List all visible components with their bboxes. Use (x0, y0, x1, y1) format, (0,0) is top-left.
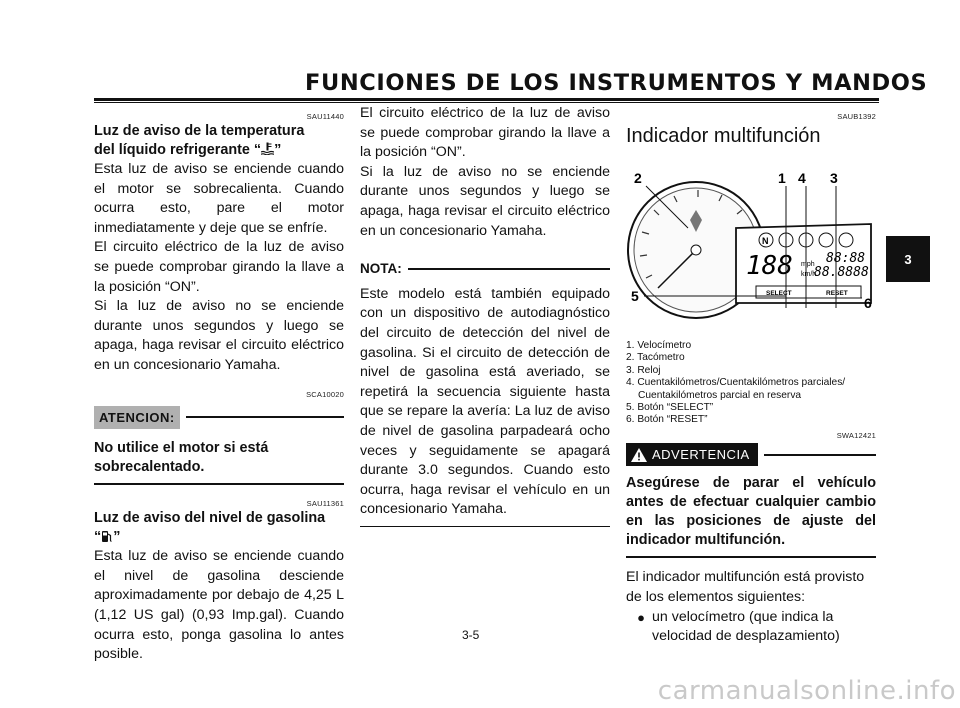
callout-3: 3 (830, 170, 838, 186)
advertencia-banner (626, 443, 876, 467)
fuel-heading-line2 (94, 528, 344, 547)
atencion-text: No utilice el motor si está sobrecalentado. (94, 439, 344, 485)
figure-legend (626, 340, 876, 427)
legend-item: 2. Tacómetro (626, 352, 685, 364)
coolant-para-3: Si la luz de aviso no se enciende durante unos segundos y luego se apaga, haga revisar el circuito eléctrico en un concesionario Yamaha. (94, 298, 344, 373)
fuel-heading (94, 509, 344, 547)
header-rule-thin (94, 102, 879, 103)
fuel-heading-close: ” (113, 529, 121, 546)
section-title: Indicador multifunción (626, 125, 821, 147)
instrument-figure (626, 158, 876, 328)
legend-item: 6. Botón “RESET” (626, 414, 708, 426)
coolant-para-1: Esta luz de aviso se enciende cuando el motor se sobrecalienta. Cuando ocurra esto, pare el motor inmediatamente y deje que se enfríe. (94, 161, 344, 236)
advertencia-text: Asegúrese de parar el vehículo antes de efectuar cualquier cambio en las posiciones de ajuste del indicador multifunción. (626, 474, 876, 558)
page-header-title: FUNCIONES DE LOS INSTRUMENTOS Y MANDOS (305, 70, 928, 96)
chapter-tab: 3 (886, 236, 930, 282)
lcd-kmh: km/h (801, 271, 817, 278)
fuel-heading-open: “ (94, 529, 102, 546)
bullet-text: un velocímetro (que indica la velocidad de desplazamiento) (652, 608, 840, 645)
column-right (626, 112, 876, 647)
svg-text:N: N (762, 236, 769, 246)
advertencia-rule (764, 454, 876, 456)
coolant-para-2: El circuito eléctrico de la luz de aviso se puede comprobar girando la llave a la posición “ON”. (94, 239, 344, 295)
legend-item: 1. Velocímetro (626, 340, 692, 351)
fuel-para: Esta luz de aviso se enciende cuando el nivel de gasolina desciende aproximadamente por debajo de 4,25 L (1,12 US gal) (0,93 Imp.gal). Cuando ocurra esto, ponga gasolina lo antes posible. (94, 548, 344, 663)
watermark: carmanualsonline.info (657, 676, 956, 706)
section-code: SWA12421 (836, 430, 876, 440)
legend-item: 4. Cuentakilómetros/Cuentakilómetros parciales/ (626, 377, 846, 389)
section-code: SAU11361 (306, 499, 344, 509)
atencion-rule (186, 416, 344, 418)
coolant-heading-line1: Luz de aviso de la temperatura (94, 123, 305, 139)
atencion-banner (94, 406, 344, 430)
legend-item: Cuentakilómetros parcial en reserva (638, 389, 802, 401)
lcd-odometer: 88.8888 (814, 265, 869, 280)
section-code: SCA10020 (306, 389, 344, 399)
column-left (94, 112, 344, 665)
coolant-heading (94, 122, 344, 160)
section-code: SAU11440 (306, 112, 344, 121)
nota-text: Este modelo está también equipado con un dispositivo de autodiagnóstico del circuito de detección del nivel de gasolina. Si el circuito de detección de nivel de gasolina está averiado, se repetirá la secuencia siguiente hasta que se repare la avería: La luz de aviso de nivel de gasolina parpadeará ocho veces y seguidamente se apagará durante 3.0 segundos. Cuando esto ocurra, haga revisar el vehículo en un concesionario Yamaha. (360, 285, 610, 527)
header-rule (94, 98, 879, 101)
lcd-reset-label: RESET (826, 290, 848, 297)
bullet-dot-icon: ● (637, 609, 645, 625)
warning-triangle-icon (630, 447, 648, 463)
nota-rule (408, 268, 610, 270)
middle-para-2: Si la luz de aviso no se enciende durante unos segundos y luego se apaga, haga revisar el circuito eléctrico en un concesionario Yamaha. (360, 163, 610, 239)
advertencia-label: ADVERTENCIA (652, 446, 750, 462)
legend-item: 3. Reloj (626, 364, 661, 376)
callout-6: 6 (864, 295, 872, 311)
coolant-temperature-icon (261, 142, 274, 155)
callout-2: 2 (634, 170, 642, 186)
column-middle (360, 104, 610, 527)
multifunction-para: El indicador multifunción está provisto de los elementos siguientes: (626, 569, 865, 606)
instrument-drawing (626, 158, 876, 328)
nota-label: NOTA: (360, 261, 402, 277)
lcd-main: 188 (746, 251, 793, 281)
page-number: 3-5 (462, 628, 480, 642)
atencion-label: ATENCION: (94, 406, 180, 430)
fuel-pump-icon (101, 529, 113, 543)
coolant-heading-text: del líquido refrigerante “ (94, 142, 262, 158)
callout-1: 1 (778, 170, 786, 186)
coolant-heading-close: ” (274, 142, 282, 158)
callout-5: 5 (631, 288, 639, 304)
middle-para-1: El circuito eléctrico de la luz de aviso se puede comprobar girando la llave a la posición “ON”. (360, 105, 610, 161)
callout-4: 4 (798, 170, 806, 186)
legend-item: 5. Botón “SELECT” (626, 402, 714, 414)
advertencia-tag (626, 443, 758, 467)
coolant-heading-line2 (94, 141, 344, 160)
bullet-item (626, 608, 876, 647)
fuel-heading-line1: Luz de aviso del nivel de gasolina (94, 510, 326, 527)
lcd-select-label: SELECT (766, 290, 792, 297)
lcd-mph: mph (801, 261, 815, 268)
section-code: SAUB1392 (837, 112, 876, 121)
nota-heading (360, 259, 610, 279)
lcd-clock: 88:88 (826, 251, 866, 266)
